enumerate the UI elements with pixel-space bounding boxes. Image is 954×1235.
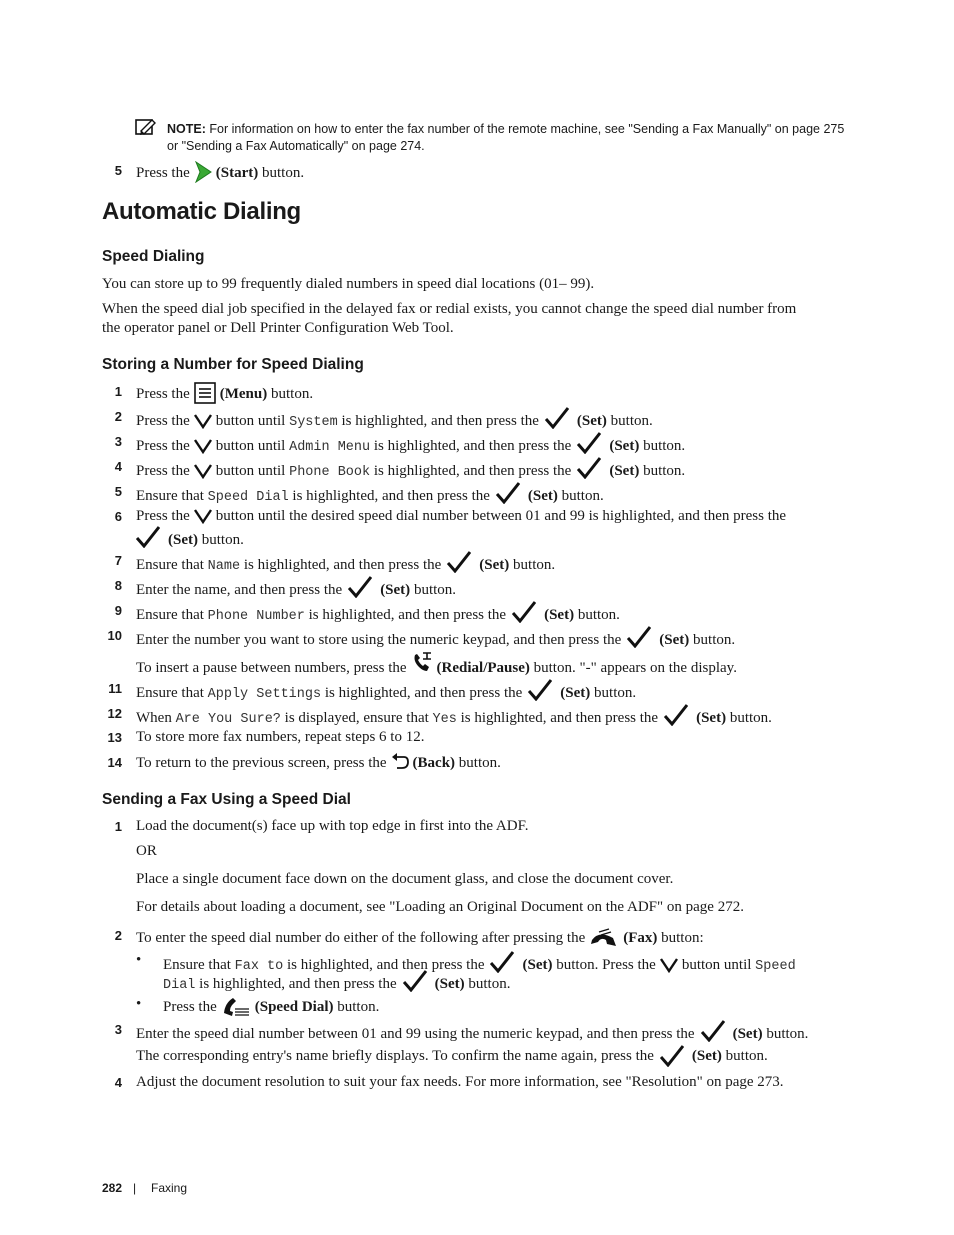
step-text: [136, 482, 604, 507]
set-button-label: (Set): [609, 463, 640, 479]
menu-item-code: Admin Menu: [289, 440, 371, 455]
step-text: [136, 601, 620, 626]
step-number: 7: [114, 553, 122, 568]
step-text-post: is highlighted, and then press the: [324, 685, 523, 701]
step-text-end: button.: [729, 710, 772, 726]
paragraph-line: the operator panel or Dell Printer Configuration Web Tool.: [102, 320, 454, 336]
step-text-end: button.: [693, 632, 736, 648]
footer-separator: |: [133, 1181, 137, 1195]
step-text-pre: Ensure that: [136, 488, 204, 504]
check-icon: [627, 626, 651, 648]
subsection-title-speed-dialing: Speed Dialing: [102, 248, 205, 265]
step-text-pre: Press the: [136, 463, 190, 479]
step-text-pre: Ensure that: [136, 607, 204, 623]
check-icon: [660, 1045, 684, 1067]
menu-item-code: Speed Dial: [207, 490, 289, 505]
step-text-post: is highlighted, and then press the: [341, 413, 539, 429]
step-number: 14: [107, 755, 122, 770]
start-icon: [194, 161, 212, 183]
set-button-label: (Set): [434, 976, 465, 992]
check-icon: [701, 1020, 725, 1042]
step-text: [136, 926, 704, 948]
step-text: To store more fax numbers, repeat steps 6 to 12.: [136, 729, 425, 745]
step-text-end: button.: [610, 413, 653, 429]
step-text-pre: Enter the speed dial number between 01 and 99 using the numeric keypad, and then press the: [136, 1026, 695, 1042]
set-button-label: (Set): [544, 607, 575, 623]
step-text-continued: Place a single document face down on the document glass, and close the document cover.: [136, 871, 674, 887]
down-arrow-icon: [194, 463, 212, 479]
step-number: 10: [107, 628, 122, 643]
redial-pause-button-label: (Redial/Pause): [436, 660, 530, 676]
check-icon: [348, 576, 372, 598]
step-number: 4: [114, 1075, 122, 1090]
set-button-label: (Set): [609, 438, 640, 454]
bullet-text-end: button.: [337, 999, 380, 1015]
fax-icon: [589, 926, 619, 948]
note: [167, 121, 844, 155]
note-text-2: or "Sending a Fax Automatically" on page 274.: [167, 139, 425, 153]
step-number: 12: [107, 706, 122, 721]
step-text-pre: To return to the previous screen, press the: [136, 755, 387, 771]
step-text-pre: Ensure that: [136, 685, 204, 701]
check-icon: [528, 679, 552, 701]
step-text-post: is highlighted, and then press the: [373, 463, 572, 479]
step-text-end: button.: [561, 488, 604, 504]
step-text-pre: Press the: [136, 386, 190, 402]
check-icon: [664, 704, 688, 726]
bullet: •: [136, 952, 142, 968]
step-number: 9: [114, 603, 122, 618]
back-button-label: (Back): [412, 755, 456, 771]
step-number: 3: [114, 434, 122, 449]
speed-dial-button-label: (Speed Dial): [254, 999, 334, 1015]
menu-item-code: Name: [207, 559, 241, 574]
bullet-text-mid: button. Press the: [556, 957, 656, 973]
step-text-pre: Enter the number you want to store using the numeric keypad, and then press the: [136, 632, 622, 648]
step-text-end: button.: [413, 582, 457, 598]
step-text: Adjust the document resolution to suit your fax needs. For more information, see "Resolution" on page 273.: [136, 1074, 784, 1090]
step-text-pre: Press the: [136, 438, 190, 454]
step-number: 13: [107, 730, 122, 745]
step-text-pre: Ensure that: [136, 557, 204, 573]
step-number: 5: [114, 163, 122, 178]
step-text-end: button.: [458, 755, 501, 771]
step-text-pre: Press the: [136, 165, 190, 181]
note-pencil-icon: [135, 118, 157, 136]
step-number: 2: [114, 928, 122, 943]
set-button-label: (Set): [732, 1026, 763, 1042]
step-number: 1: [114, 819, 122, 834]
down-arrow-icon: [194, 413, 212, 429]
section-heading: Automatic Dialing: [102, 198, 301, 225]
step-text: [136, 457, 685, 482]
step-text-mid: button until: [215, 463, 286, 479]
step-number: 6: [114, 509, 122, 524]
step-text-continued: [136, 651, 737, 678]
page-number: 282: [102, 1181, 123, 1195]
step-text: [136, 679, 636, 704]
bullet-text: [163, 995, 379, 1017]
start-button-label: (Start): [215, 165, 259, 181]
menu-icon: [194, 382, 216, 404]
step-number: 8: [114, 578, 122, 593]
step-text-end: button.: [513, 557, 556, 573]
menu-item-code: Apply Settings: [207, 687, 322, 702]
step-number: 11: [108, 681, 122, 696]
paragraph: You can store up to 99 frequently dialed numbers in speed dial locations (01– 99).: [102, 276, 595, 292]
step-text: [136, 382, 313, 404]
subsection-title-sending: Sending a Fax Using a Speed Dial: [102, 791, 351, 808]
step-number: 2: [114, 409, 122, 424]
step-text: [136, 407, 653, 432]
check-icon: [136, 526, 160, 548]
note-label: NOTE:: [167, 122, 206, 136]
step-text: [136, 704, 772, 729]
step-text: Load the document(s) face up with top edge in first into the ADF.: [136, 818, 529, 834]
step-text-end: button.: [643, 463, 686, 479]
check-icon: [577, 432, 601, 454]
step-text: [136, 551, 555, 576]
check-icon: [447, 551, 471, 573]
set-button-label: (Set): [696, 710, 727, 726]
step-text-mid: button until: [215, 413, 286, 429]
menu-item-code: Phone Book: [289, 465, 371, 480]
bullet-text-post: is highlighted, and then press the: [287, 957, 485, 973]
fax-button-label: (Fax): [623, 930, 658, 946]
step-number: 4: [114, 459, 122, 474]
step-text: [136, 432, 685, 457]
menu-item-code: Phone Number: [207, 609, 305, 624]
check-icon: [403, 970, 427, 992]
step-text-post: button until the desired speed dial number between 01 and 99 is highlighted, and then press the: [215, 508, 787, 524]
step-text: [136, 161, 304, 183]
step-text-mid: button until: [215, 438, 286, 454]
step-text-end: button.: [201, 532, 244, 548]
menu-item-code: Dial: [163, 978, 196, 993]
step-number: 1: [114, 384, 122, 399]
menu-item-code: Fax to: [234, 959, 284, 974]
set-button-label: (Set): [522, 957, 553, 973]
paragraph-line: When the speed dial job specified in the delayed fax or redial exists, you cannot change the speed dial number from: [102, 301, 797, 317]
step-text-post: is highlighted, and then press the: [292, 488, 490, 504]
bullet-text-end: button.: [468, 976, 511, 992]
step-text-end: button.: [643, 438, 686, 454]
down-arrow-icon: [194, 508, 212, 524]
or-text: OR: [136, 843, 157, 859]
menu-item-code: System: [289, 415, 338, 430]
step-text-continued: For details about loading a document, see "Loading an Original Document on the ADF" on page 272.: [136, 899, 744, 915]
set-button-label: (Set): [168, 532, 198, 548]
step-text-end: button.: [577, 607, 620, 623]
step-text-end: button:: [661, 930, 704, 946]
step-text: [136, 753, 501, 773]
down-arrow-icon: [660, 957, 678, 973]
set-button-label: (Set): [380, 582, 411, 598]
step-text-pre: The corresponding entry's name briefly displays. To confirm the name again, press the: [136, 1048, 654, 1064]
step-text-post: is highlighted, and then press the: [460, 710, 659, 726]
subsection-title-storing: Storing a Number for Speed Dialing: [102, 356, 364, 373]
bullet: •: [136, 996, 142, 1012]
note-text-1: For information on how to enter the fax number of the remote machine, see "Sending a Fax Manually" on page 275: [209, 122, 845, 136]
back-icon: [391, 753, 409, 771]
step-text-post: is highlighted, and then press the: [373, 438, 572, 454]
step-text-post: button.: [261, 165, 305, 181]
step-text-post: button.: [271, 386, 314, 402]
step-text-pre: Press the: [136, 508, 190, 524]
step-text-pre: Enter the name, and then press the: [136, 582, 343, 598]
display-message-code: Are You Sure?: [175, 712, 281, 727]
menu-item-code: Speed: [755, 959, 796, 974]
down-arrow-icon: [194, 438, 212, 454]
speed-dial-icon: [221, 995, 251, 1017]
set-button-label: (Set): [691, 1048, 722, 1064]
bullet-text-continued: [163, 970, 510, 995]
step-text-end: button.: [766, 1026, 809, 1042]
step-text-end: button. "-" appears on the display.: [533, 660, 737, 676]
check-icon: [577, 457, 601, 479]
step-text-pre: To insert a pause between numbers, press the: [136, 660, 407, 676]
step-number: 3: [114, 1022, 122, 1037]
set-button-label: (Set): [560, 685, 591, 701]
step-text: [136, 576, 456, 600]
step-text: [136, 626, 735, 650]
step-text-post: is displayed, ensure that: [284, 710, 429, 726]
step-text-post: is highlighted, and then press the: [308, 607, 507, 623]
set-button-label: (Set): [576, 413, 607, 429]
check-icon: [545, 407, 569, 429]
footer-section: Faxing: [151, 1181, 188, 1195]
menu-button-label: (Menu): [219, 386, 268, 402]
set-button-label: (Set): [479, 557, 510, 573]
step-text-pre: When: [136, 710, 172, 726]
redial-pause-icon: [411, 651, 433, 675]
step-text: [136, 1020, 808, 1044]
paragraph: [102, 300, 862, 338]
bullet-text-mid: button until: [681, 957, 752, 973]
step-text-end: button.: [594, 685, 637, 701]
option-code: Yes: [432, 712, 457, 727]
step-text-continued: [136, 526, 244, 550]
step-text-post: is highlighted, and then press the: [243, 557, 442, 573]
check-icon: [512, 601, 536, 623]
step-number: 5: [114, 484, 122, 499]
check-icon: [496, 482, 520, 504]
step-text-pre: To enter the speed dial number do either of the following after pressing the: [136, 930, 586, 946]
set-button-label: (Set): [527, 488, 558, 504]
step-text: [136, 507, 786, 526]
set-button-label: (Set): [659, 632, 690, 648]
step-text-pre: Press the: [136, 413, 190, 429]
step-text-end: button.: [725, 1048, 768, 1064]
step-text-continued: [136, 1045, 768, 1067]
bullet-text-pre: Press the: [163, 999, 217, 1015]
bullet-text-pre: Ensure that: [163, 957, 231, 973]
bullet-text-post: is highlighted, and then press the: [199, 976, 397, 992]
